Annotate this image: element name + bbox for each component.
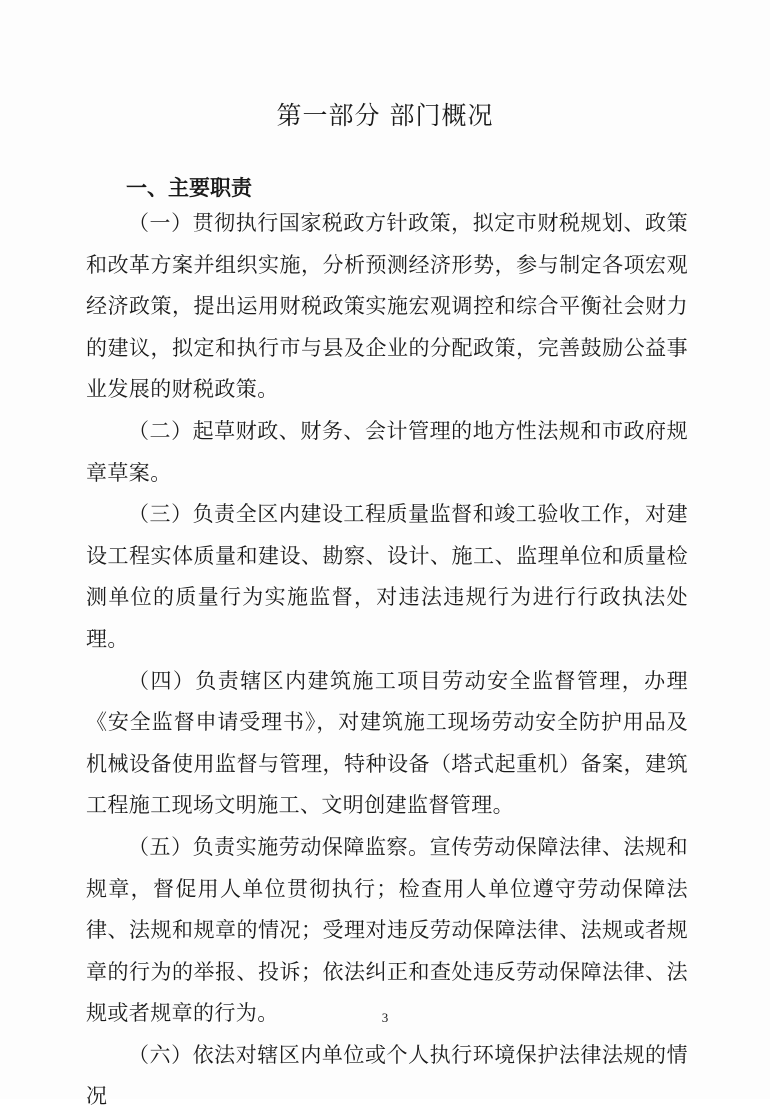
section-heading: 一、主要职责 (126, 176, 252, 200)
paragraph-3: （三）负责全区内建设工程质量监督和竣工验收工作，对建设工程实体质量和建设、勘察、设计、施工、监理单位和质量检测单位的质量行为实施监督，对违法违规行为进行行政执法处理。 (86, 502, 688, 651)
page-title: 第一部分 部门概况 (276, 101, 494, 130)
paragraph-6: （六）依法对辖区内单位或个人执行环境保护法律法规的情况 (86, 1042, 688, 1109)
paragraph-1: （一）贯彻执行国家税政方针政策，拟定市财税规划、政策和改革方案并组织实施，分析预测经济形势，参与制定各项宏观经济政策，提出运用财税政策实施宏观调控和综合平衡社会财力的建议，拟定和执行市与县及企业的分配政策，完善鼓励公益事业发展的财税政策。 (86, 211, 688, 402)
body-text (86, 203, 688, 1118)
paragraph-5: （五）负责实施劳动保障监察。宣传劳动保障法律、法规和规章，督促用人单位贯彻执行；检查用人单位遵守劳动保障法律、法规和规章的情况；受理对违反劳动保障法律、法规或者规章的行为的举报、投诉；依法纠正和查处违反劳动保障法律、法规或者规章的行为。 (86, 834, 688, 1026)
paragraph-4: （四）负责辖区内建筑施工项目劳动安全监督管理，办理《安全监督申请受理书》，对建筑施工现场劳动安全防护用品及机械设备使用监督与管理，特种设备（塔式起重机）备案，建筑工程施工现场文明施工、文明创建监督管理。 (86, 668, 688, 818)
page-number: 3 (381, 1010, 389, 1025)
paragraph-2: （二）起草财政、财务、会计管理的地方性法规和市政府规章草案。 (86, 418, 688, 485)
